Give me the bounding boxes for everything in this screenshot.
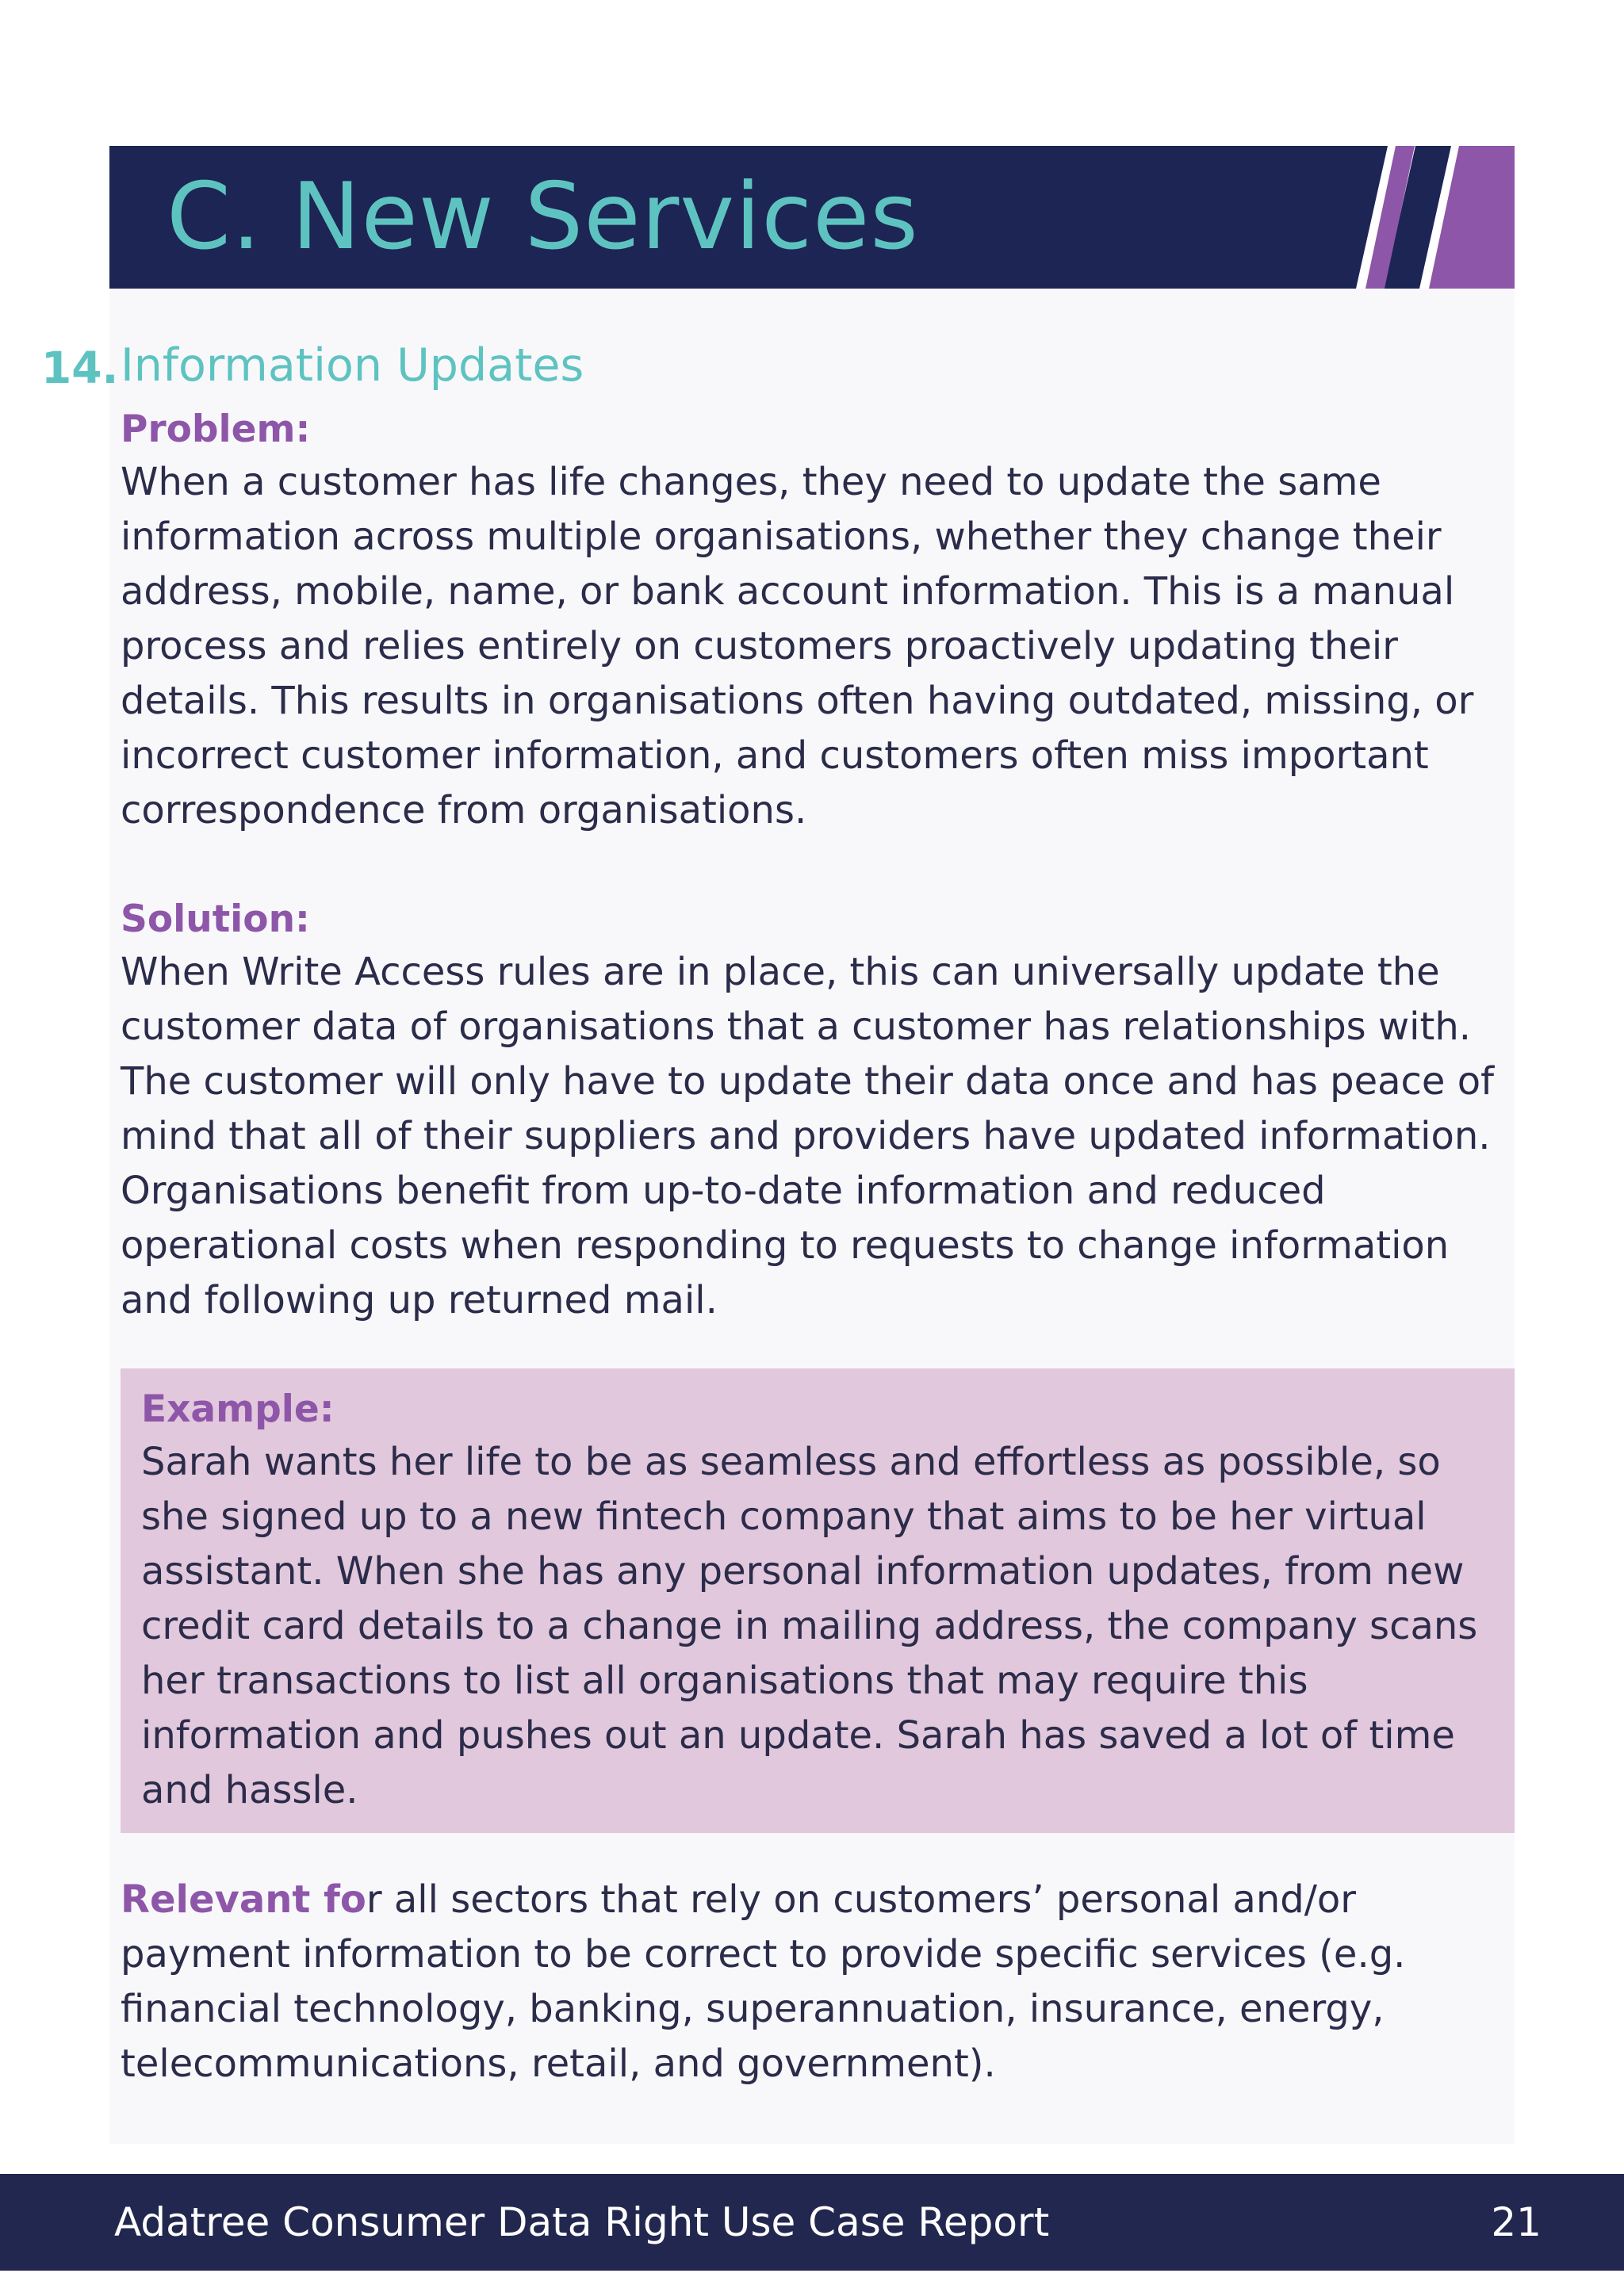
solution-text: When Write Access rules are in place, this can universally update the customer data of organisations that a customer has relationships with. The customer will only have to update their data once and has peace of mind that all of their suppliers and providers have updated information. Organisations benefit from up-to-date information and reduced operational costs when responding to requests to change information and following up returned mail. xyxy=(121,950,1494,1322)
section-header-bar xyxy=(109,146,1515,289)
section-number: 14. xyxy=(41,342,119,393)
problem-label: Problem: xyxy=(121,408,311,451)
example-label: Example: xyxy=(141,1387,335,1431)
section-header-title: C. New Services xyxy=(167,163,919,270)
footer-report-title: Adatree Consumer Data Right Use Case Report xyxy=(114,2199,1050,2245)
example-box xyxy=(121,1368,1515,1833)
relevant-paragraph xyxy=(121,1873,1492,2091)
relevant-label: Relevant fo xyxy=(121,1877,366,1922)
header-stripes-decoration xyxy=(1340,146,1515,289)
solution-label: Solution: xyxy=(121,897,310,941)
example-text: Sarah wants her life to be as seamless and effortless as possible, so she signed up to a new fintech company that aims to be her virtual assistant. When she has any personal information updates, from new credit card details to a change in mailing address, the company scans her transactions to list all organisations that may require this information and pushes out an update. Sarah has saved a lot of time and hassle. xyxy=(141,1440,1478,1812)
page-number: 21 xyxy=(1491,2199,1542,2245)
footer-bar xyxy=(0,2174,1624,2271)
problem-text: When a customer has life changes, they need to update the same information across multiple organisations, whether they change their address, mobile, name, or bank account information. This is a manual process and relies entirely on customers proactively updating their details. This results in organisations often having outdated, missing, or incorrect customer information, and customers often miss important correspondence from organisations. xyxy=(121,460,1474,832)
section-title: Information Updates xyxy=(121,339,584,392)
relevant-text: r all sectors that rely on customers’ personal and/or payment information to be correct to provide specific services (e.g. financial technology, banking, superannuation, insurance, energy, telecommunications, retail, and government). xyxy=(121,1877,1406,2086)
